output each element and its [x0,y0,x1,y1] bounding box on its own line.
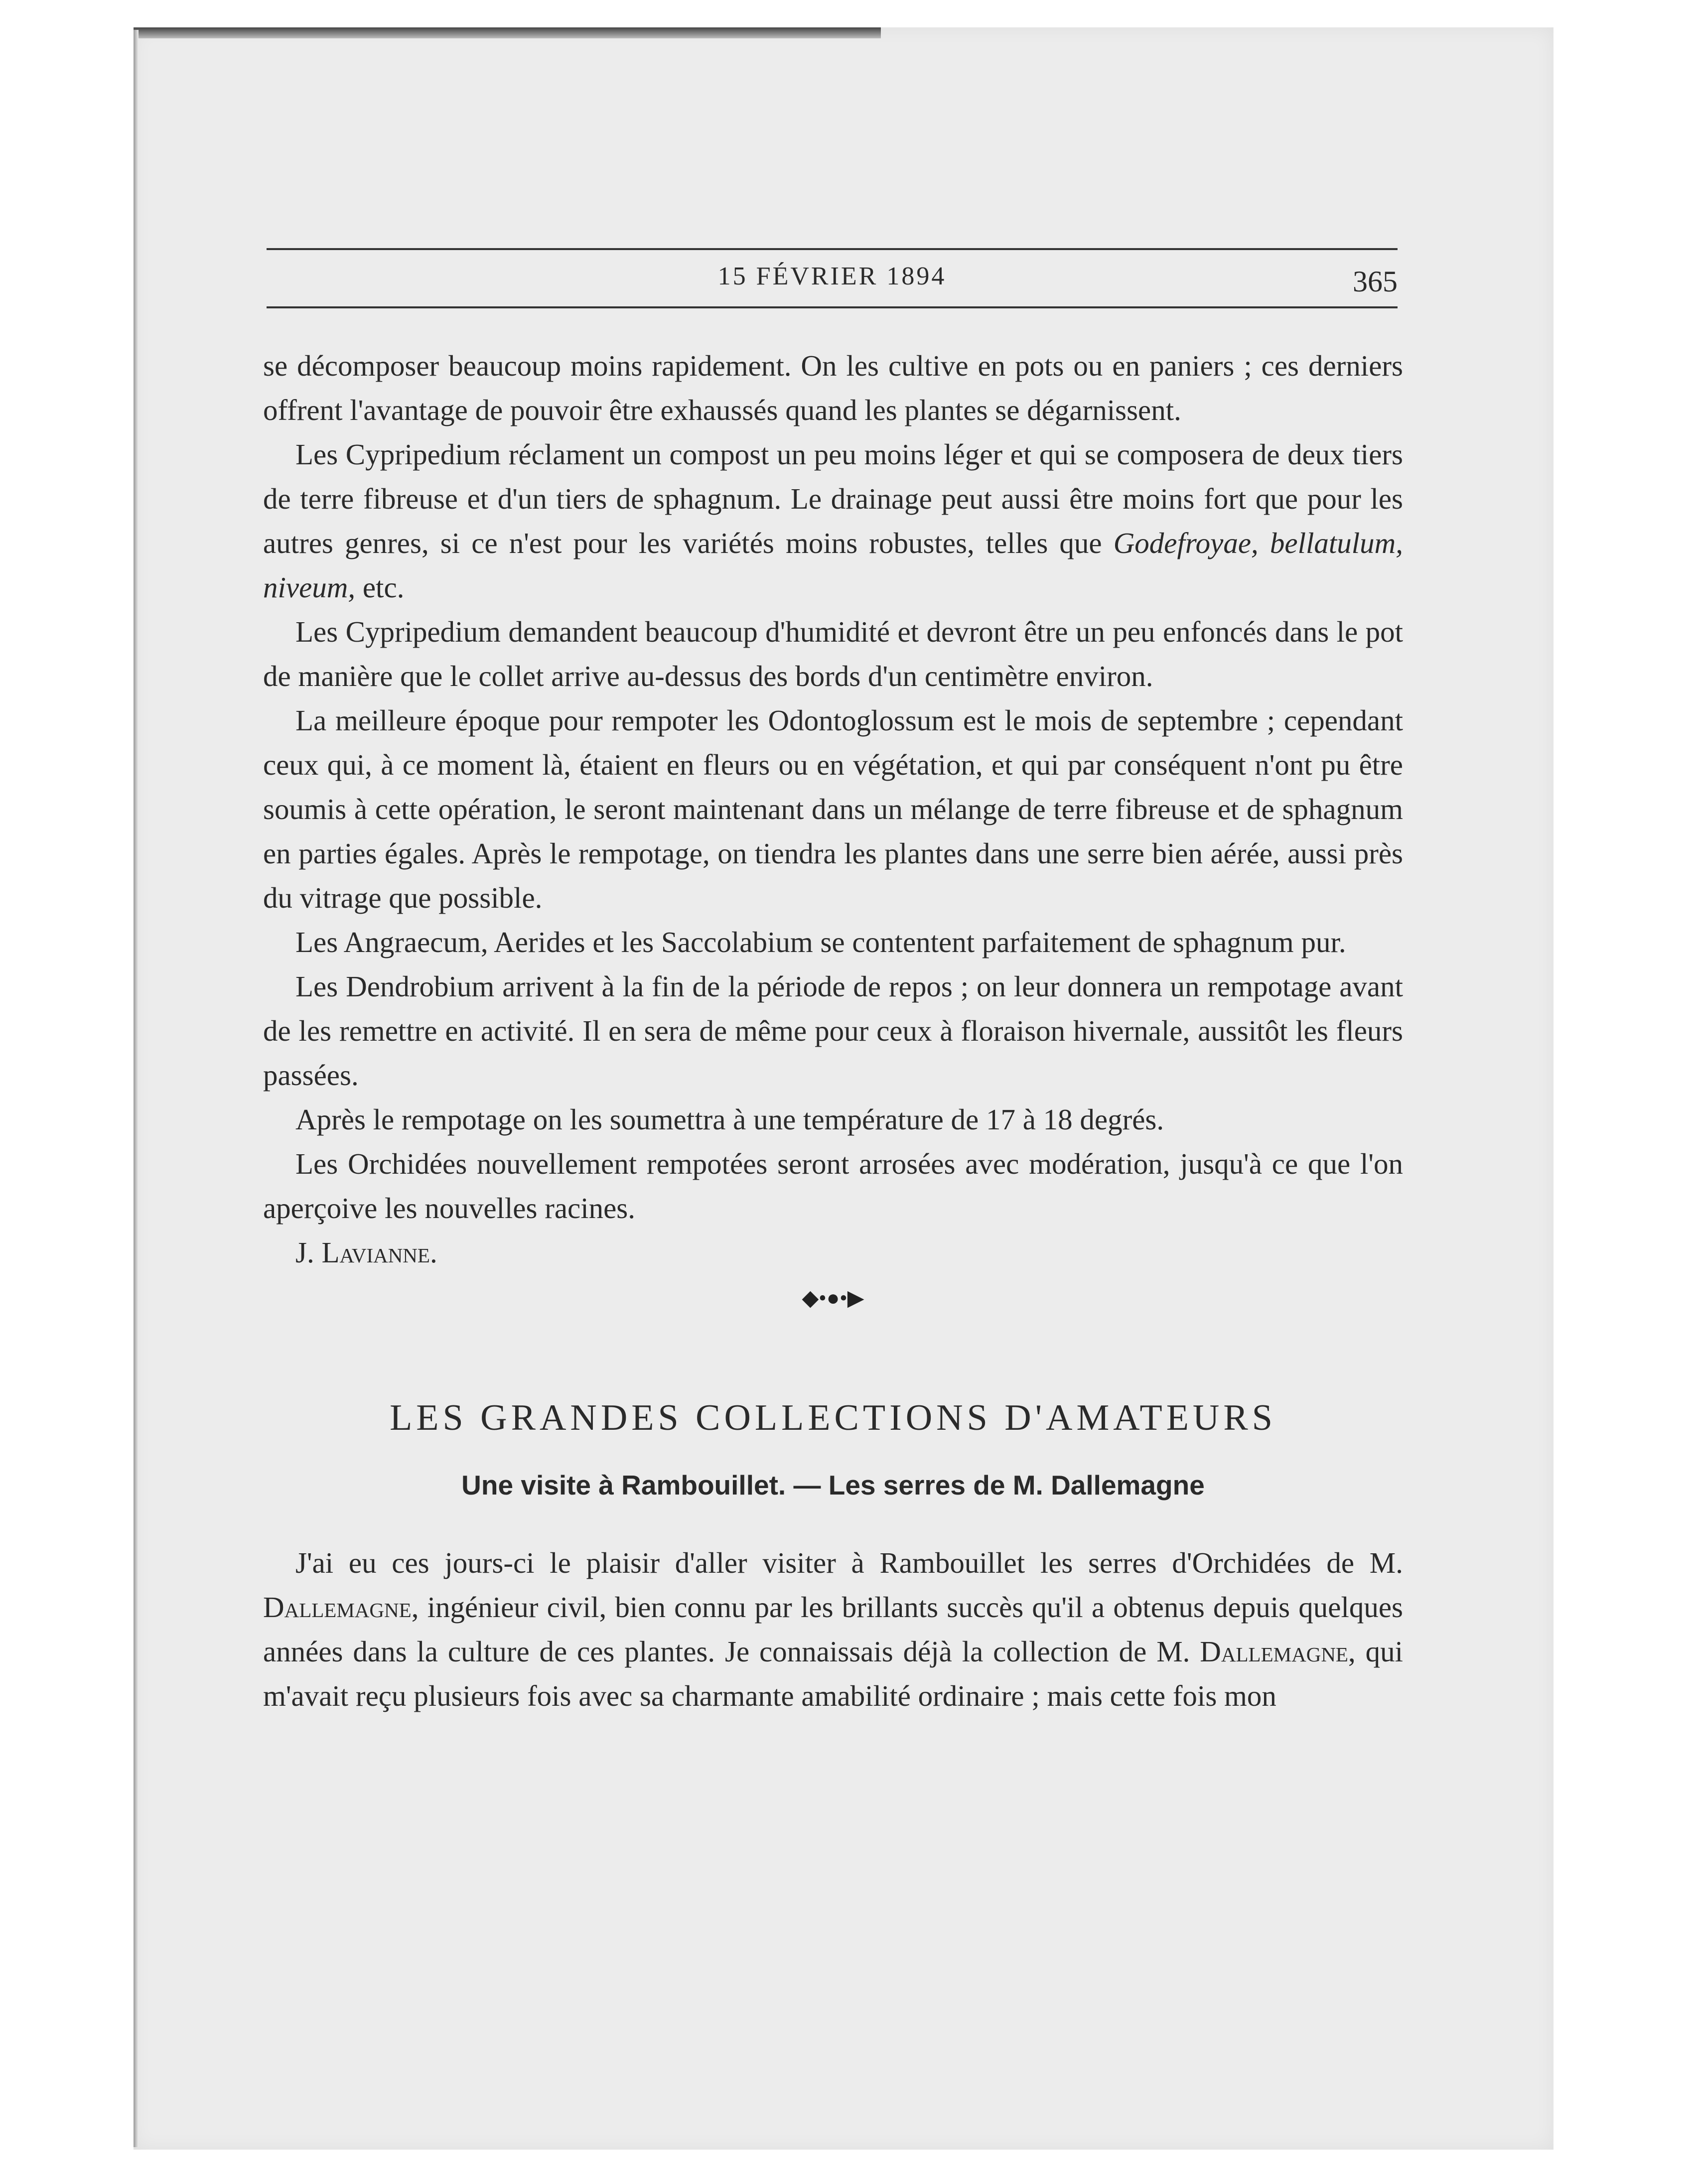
paragraph [263,1541,1403,1718]
author-signature [263,1230,1403,1275]
paragraph-tail: etc. [362,571,405,604]
page-number: 365 [1353,265,1398,298]
running-head [267,257,1398,301]
paragraph: Les Dendrobium arrivent à la fin de la période de repos ; on leur donnera un rempotage avant de les remettre en activité. Il en sera de même pour ceux à floraison hivernale, aussitôt les fleurs passées. [263,970,1403,1092]
section-subtitle: Une visite à Rambouillet. — Les serres de M. Dallemagne [461,1470,1205,1501]
person-name: Dallemagne [1200,1635,1348,1668]
paragraph: Après le rempotage on les soumettra à une température de 17 à 18 degrés. [295,1103,1164,1136]
paragraph [263,432,1403,610]
paragraph: se décomposer beaucoup moins rapidement. On les cultive en pots ou en paniers ; ces derniers offrent l'avantage de pouvoir être exhaussés quand les plantes se dégarnissent. [263,349,1403,426]
species-names: Godefroyae, bellatulum, niveum, [263,527,1403,604]
page-body [263,344,1403,1718]
section-title: LES GRANDES COLLECTIONS D'AMATEURS [390,1397,1276,1438]
ornament-divider: ◆•●•▶ [802,1286,864,1310]
paragraph: La meilleure époque pour rempoter les Odontoglossum est le mois de septembre ; cependant ceux qui, à ce moment là, étaient en fleurs ou en végétation, et qui par conséquent n'ont pu être soumis à cette opération, le seront maintenant dans un mélange de terre fibreuse et de sphagnum en parties égales. Après le rempotage, on tiendra les plantes dans une serre bien aérée, aussi près du vitrage que possible. [263,704,1403,914]
signature-initial: J. [295,1236,314,1269]
paragraph: Les Cypripedium demandent beaucoup d'humidité et devront être un peu enfoncés dans le pot de manière que le collet arrive au-dessus des bords d'un centimètre environ. [263,615,1403,692]
paragraph-text: Les Cypripedium réclament un compost un peu moins léger et qui se composera de deux tiers de terre fibreuse et d'un tiers de sphagnum. Le drainage peut aussi être moins fort que pour les autres genres, si ce n'est pour les variétés moins robustes, telles que [263,438,1403,559]
paragraph-text: , ingénieur civil, bien connu par les brillants succès qu'il a obtenus depuis quelques années dans la culture de ces plantes. Je connaissais déjà la collection de M. [263,1591,1403,1668]
scan-shadow-left [134,30,139,2147]
running-head-date: 15 FÉVRIER 1894 [717,262,947,290]
paragraph-text: J'ai eu ces jours-ci le plaisir d'aller visiter à Rambouillet les serres d'Orchidées de M. [295,1546,1403,1579]
paragraph: Les Angraecum, Aerides et les Saccolabium se contentent parfaitement de sphagnum pur. [295,926,1346,958]
paragraph: Les Orchidées nouvellement rempotées seront arrosées avec modération, jusqu'à ce que l'on aperçoive les nouvelles racines. [263,1147,1403,1225]
signature-name: Lavianne. [321,1236,437,1269]
person-name: Dallemagne [263,1591,412,1624]
paragraph-text: , qui m'avait reçu plusieurs fois avec sa charmante amabilité ordinaire ; mais cette fois mon [263,1635,1403,1712]
header-rule-bottom [267,306,1398,308]
header-rule-top [267,248,1398,250]
scan-shadow-top [134,27,881,38]
